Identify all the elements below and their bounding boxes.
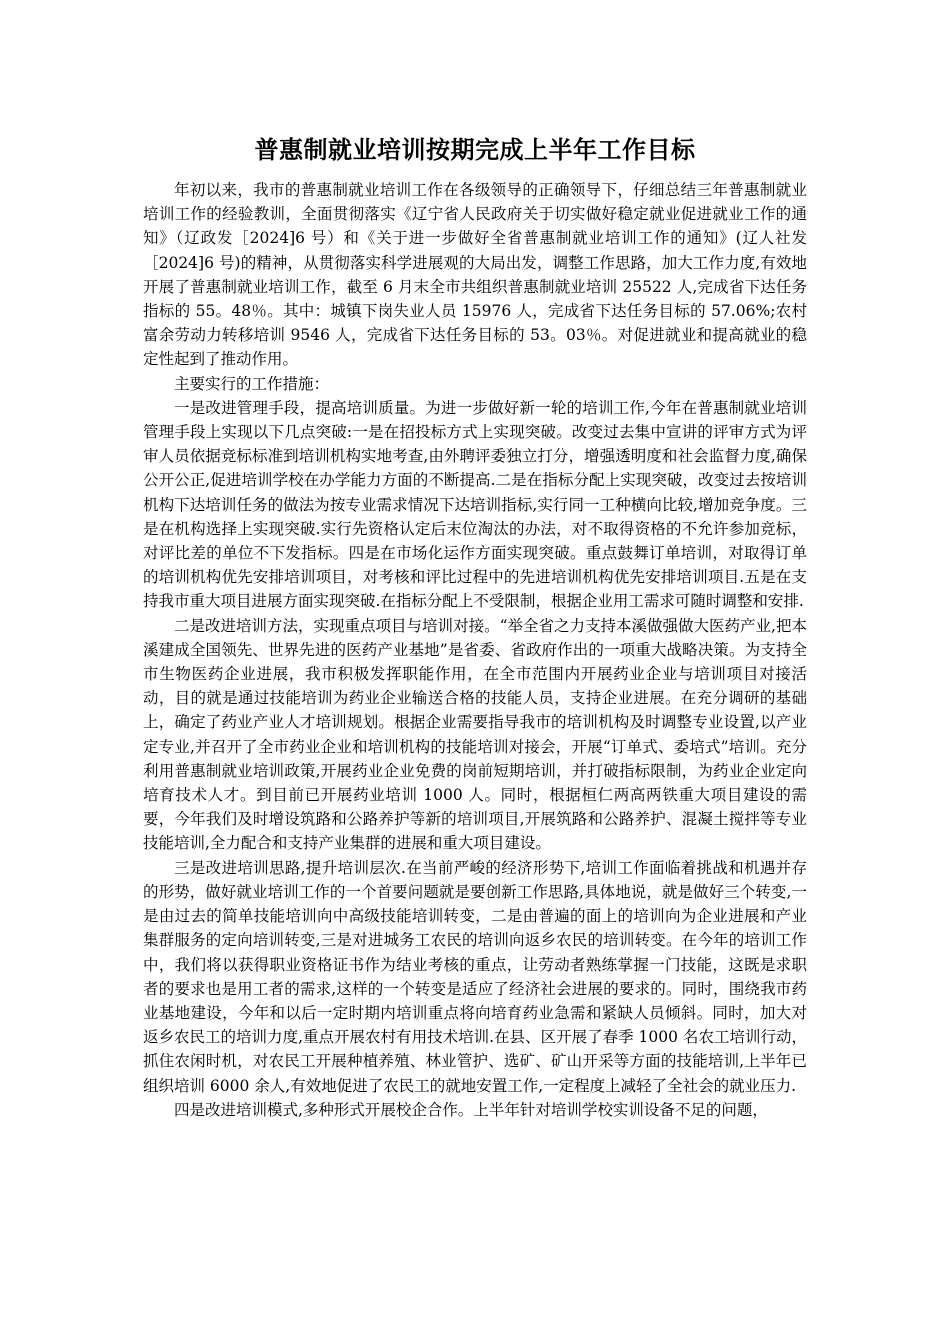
paragraph-measure-two: 二是改进培训方法，实现重点项目与培训对接。“举全省之力支持本溪做强做大医药产业,把本溪建成全国领先、世界先进的医药产业基地”是省委、省政府作出的一项重大战略决策。为支持全市生物医药企业进展，我市积极发挥职能作用，在全市范围内开展药业企业与培训项目对接活动，目的就是通过技能培训为药业企业输送合格的技能人员，支持企业进展。在充分调研的基础上，确定了药业产业人才培训规划。根据企业需要指导我市的培训机构及时调整专业设置,以产业定专业,并召开了全市药业企业和培训机构的技能培训对接会，开展“订单式、委培式”培训。充分利用普惠制就业培训政策,开展药业企业免费的岗前短期培训，并打破指标限制，为药业企业定向培育技术人才。到目前已开展药业培训 1000 人。同时，根据桓仁两高两铁重大项目建设的需要，今年我们及时增设筑路和公路养护等新的培训项目,开展筑路和公路养护、混凝土搅拌等专业技能培训,全力配合和支持产业集群的进展和重大项目建设。 [143,616,807,853]
paragraph-measure-one: 一是改进管理手段，提高培训质量。为进一步做好新一轮的培训工作,今年在普惠制就业培训管理手段上实现以下几点突破:一是在招投标方式上实现突破。改变过去集中宣讲的评审方式为评审人员依据竞标标准到培训机构实地考查,由外聘评委独立打分，增强透明度和社会监督力度,确保公开公正,促进培训学校在办学能力方面的不断提高.二是在指标分配上实现突破，改变过去按培训机构下达培训任务的做法为按专业需求情况下达培训指标,实行同一工种横向比较,增加竞争度。三是在机构选择上实现突破.实行先资格认定后末位淘汰的办法，对不取得资格的不允许参加竞标，对评比差的单位不下发指标。四是在市场化运作方面实现突破。重点鼓舞订单培训，对取得订单的培训机构优先安排培训项目，对考核和评比过程中的先进培训机构优先安排培训项目.五是在支持我市重大项目进展方面实现突破.在指标分配上不受限制，根据企业用工需求可随时调整和安排. [143,398,807,611]
paragraph-measures-heading: 主要实行的工作措施： [174,374,330,393]
document-page [143,128,807,1122]
paragraph-intro: 年初以来，我市的普惠制就业培训工作在各级领导的正确领导下，仔细总结三年普惠制就业培训工作的经验教训，全面贯彻落实《辽宁省人民政府关于切实做好稳定就业促进就业工作的通知》（辽政发［2024]6 号）和《关于进一步做好全省普惠制就业培训工作的通知》(辽人社发［2024]6 号)的精神，从贯彻落实科学进展观的大局出发，调整工作思路，加大工作力度,有效地开展了普惠制就业培训工作，截至 6 月末全市共组织普惠制就业培训 25522 人,完成省下达任务指标的 55。48％。其中：城镇下岗失业人员 15976 人，完成省下达任务目标的 57.06%;农村富余劳动力转移培训 9546 人，完成省下达任务目标的 53。03％。对促进就业和提高就业的稳定性起到了推动作用。 [143,181,807,369]
paragraph-measure-three: 三是改进培训思路,提升培训层次.在当前严峻的经济形势下,培训工作面临着挑战和机遇并存的形势，做好就业培训工作的一个首要问题就是要创新工作思路,具体地说，就是做好三个转变,一是由过去的简单技能培训向中高级技能培训转变，二是由普遍的面上的培训向为企业进展和产业集群服务的定向培训转变,三是对进城务工农民的培训向返乡农民的培训转变。在今年的培训工作中，我们将以获得职业资格证书作为结业考核的重点，让劳动者熟练掌握一门技能，这既是求职者的要求也是用工者的需求,这样的一个转变是适应了经济社会进展的要求的。同时，围绕我市药业基地建设，今年和以后一定时期内培训重点将向培育药业急需和紧缺人员倾斜。同时，加大对返乡农民工的培训力度,重点开展农村有用技术培训.在县、区开展了春季 1000 名农工培训行动，抓住农闲时机，对农民工开展种植养殖、林业管护、选矿、矿山开采等方面的技能培训,上半年已组织培训 6000 余人,有效地促进了农民工的就地安置工作,一定程度上减轻了全社会的就业压力. [143,858,807,1095]
paragraph-measure-four: 四是改进培训模式,多种形式开展校企合作。上半年针对培训学校实训设备不足的问题， [174,1100,768,1119]
document-title: 普惠制就业培训按期完成上半年工作目标 [254,136,696,164]
